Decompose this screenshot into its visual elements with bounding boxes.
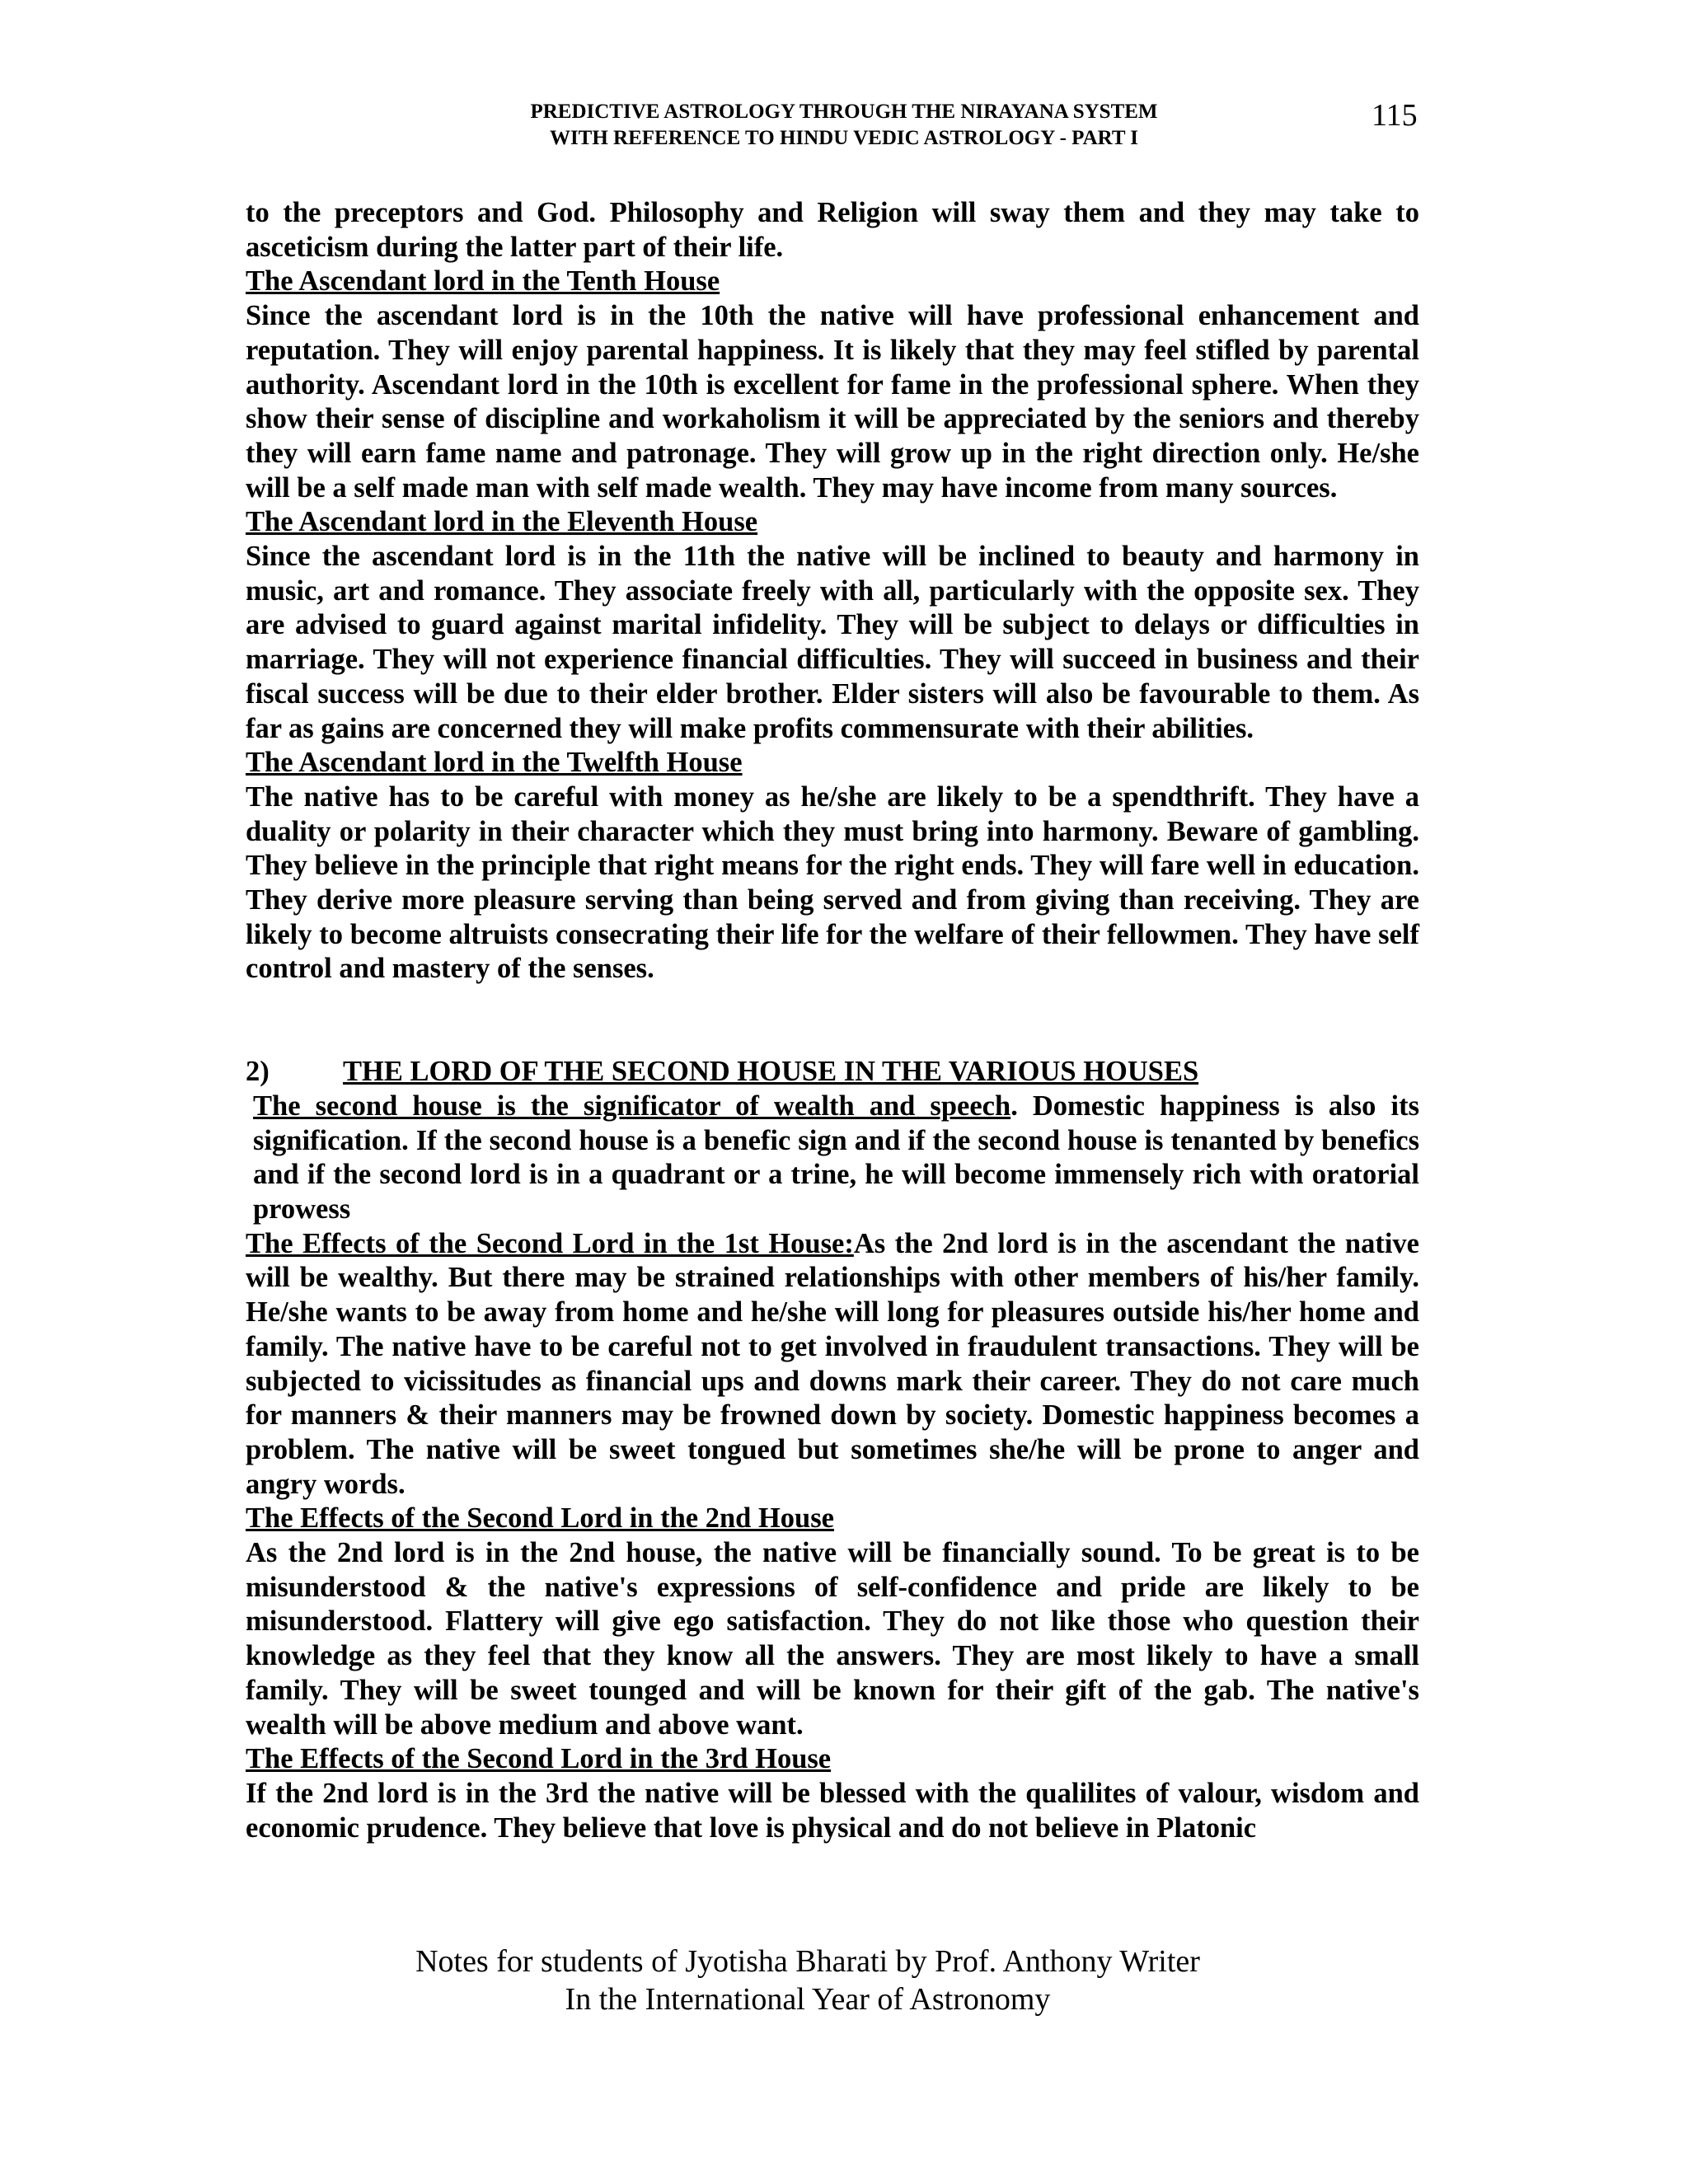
- running-header: [0, 99, 1688, 152]
- section-number: 2): [246, 1056, 270, 1088]
- page-number: 115: [1372, 98, 1418, 133]
- second-house-heading: The Effects of the Second Lord in the 2nd House: [246, 1502, 834, 1535]
- twelfth-house-heading: The Ascendant lord in the Twelfth House: [246, 747, 743, 779]
- eleventh-house-paragraph: Since the ascendant lord is in the 11th the native will be inclined to beauty and harmony in music, art and romance. They associate freely with all, particularly with the opposite sex. They are advised to guard against marital infidelity. They will be subject to delays or difficulties in marriage. They will not experience financial difficulties. They will succeed in business and their fiscal success will be due to their elder brother. Elder sisters will also be favourable to them. As far as gains are concerned they will make profits commensurate with their abilities.: [246, 541, 1419, 744]
- second-house-intro-paragraph: [246, 1090, 1419, 1227]
- first-house-text: As the 2nd lord is in the ascendant the native will be wealthy. But there may be strained relationships with other members of his/her family. He/she wants to be away from home and he/she will long for pleasures outside his/her home and family. The native have to be careful not to get involved in fraudulent transactions. They will be subjected to vicissitudes as financial ups and downs mark their career. They do not care much for manners & their manners may be frowned down by society. Domestic happiness becomes a problem. The native will be sweet tongued but sometimes she/he will be prone to anger and angry words.: [246, 1227, 1419, 1500]
- first-house-paragraph: [246, 1227, 1419, 1502]
- footer-line-2: In the International Year of Astronomy: [565, 1982, 1051, 2017]
- second-house-intro-lead: The second house is the significator of wealth and speech: [253, 1090, 1011, 1122]
- second-house-paragraph: As the 2nd lord is in the 2nd house, the native will be financially sound. To be great is to be misunderstood & the native's expressions of self-confidence and pride are likely to be misunderstood. Flattery will give ego satisfaction. They do not like those who question their knowledge as they feel that they know all the answers. They are most likely to have a small family. They will be sweet tounged and will be known for their gift of the gab. The native's wealth will be above medium and above want.: [246, 1537, 1419, 1741]
- section-heading: [246, 1055, 1419, 1090]
- header-line-2: WITH REFERENCE TO HINDU VEDIC ASTROLOGY - PART I: [549, 127, 1139, 149]
- section-title: THE LORD OF THE SECOND HOUSE IN THE VARIOUS HOUSES: [343, 1056, 1199, 1088]
- first-house-heading: The Effects of the Second Lord in the 1st House:: [246, 1227, 854, 1259]
- header-line-1: PREDICTIVE ASTROLOGY THROUGH THE NIRAYANA SYSTEM: [530, 101, 1158, 123]
- tenth-house-heading: The Ascendant lord in the Tenth House: [246, 265, 720, 298]
- twelfth-house-paragraph: The native has to be careful with money as he/she are likely to be a spendthrift. They have a duality or polarity in their character which they must bring into harmony. Beware of gambling. They believe in the principle that right means for the right ends. They will fare well in education. They derive more pleasure serving than being served and from giving than receiving. They are likely to become altruists consecrating their life for the welfare of their fellowmen. They have self control and mastery of the senses.: [246, 780, 1419, 985]
- footer-line-1: Notes for students of Jyotisha Bharati by Prof. Anthony Writer: [415, 1944, 1200, 1979]
- third-house-heading: The Effects of the Second Lord in the 3rd House: [246, 1743, 832, 1775]
- footer: [0, 1943, 1615, 2018]
- intro-paragraph: to the preceptors and God. Philosophy and Religion will sway them and they may take to asceticism during the latter part of their life.: [246, 197, 1419, 263]
- eleventh-house-heading: The Ascendant lord in the Eleventh House: [246, 506, 758, 538]
- page-body: [246, 196, 1419, 1845]
- second-house-intro-rest: . Domestic happiness is also its signification. If the second house is a benefic sign and if the second house is tenanted by benefics and if the second lord is in a quadrant or a trine, he will become immensely rich with oratorial prowess: [253, 1090, 1419, 1225]
- third-house-paragraph: If the 2nd lord is in the 3rd the native will be blessed with the qualilites of valour, wisdom and economic prudence. They believe that love is physical and do not believe in Platonic: [246, 1777, 1419, 1844]
- tenth-house-paragraph: Since the ascendant lord is in the 10th the native will have professional enhancement and reputation. They will enjoy parental happiness. It is likely that they may feel stifled by parental authority. Ascendant lord in the 10th is excellent for fame in the professional sphere. When they show their sense of discipline and workaholism it will be appreciated by the seniors and thereby they will earn fame name and patronage. They will grow up in the right direction only. He/she will be a self made man with self made wealth. They may have income from many sources.: [246, 300, 1419, 504]
